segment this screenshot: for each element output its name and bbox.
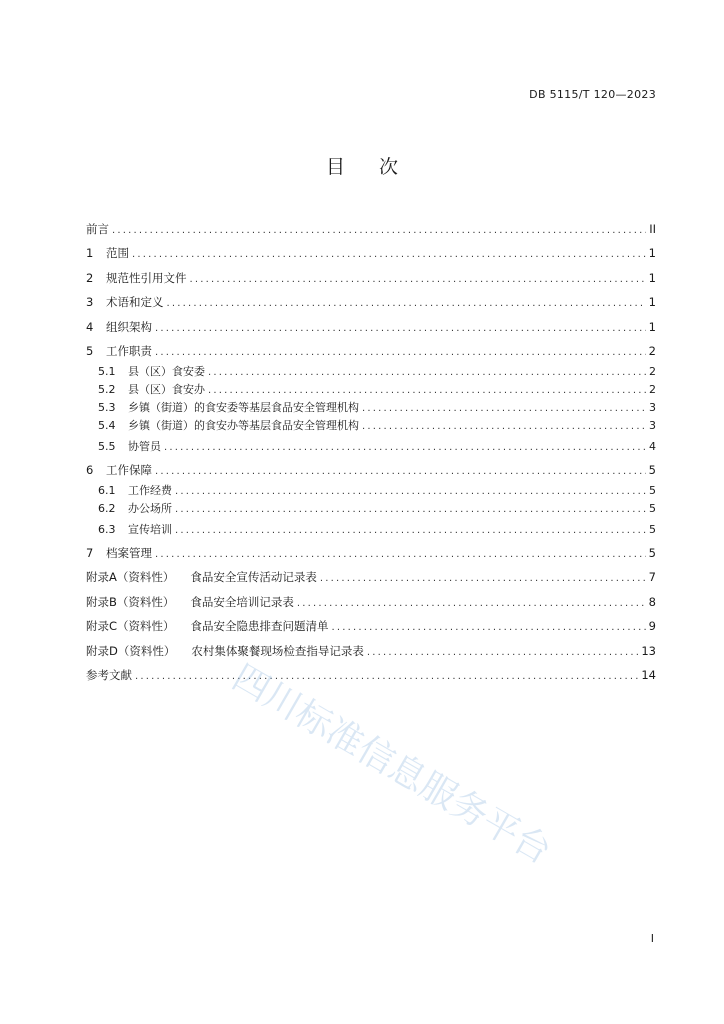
toc-entry-page: 5 xyxy=(648,546,656,561)
toc-entry[interactable] xyxy=(86,458,656,482)
toc-entry-label xyxy=(86,565,317,589)
toc-entry-page: 5 xyxy=(648,462,656,477)
toc-leader-dots xyxy=(362,418,646,436)
toc-leader-dots xyxy=(332,616,646,640)
toc-entry-title: 协管员 xyxy=(128,439,161,453)
toc-entry-page: 3 xyxy=(649,419,656,433)
toc-entry-label xyxy=(86,541,152,565)
toc-entry-number: 5.1 xyxy=(98,365,116,379)
toc-entry-title: 前言 xyxy=(86,222,109,236)
toc-leader-dots xyxy=(175,483,646,501)
toc-entry-page: 1 xyxy=(648,319,656,334)
toc-entry-page: 1 xyxy=(648,270,656,285)
toc-leader-dots xyxy=(175,519,646,542)
toc-entry[interactable] xyxy=(86,381,656,399)
toc-entry-title: 工作经费 xyxy=(128,484,172,498)
toc-entry[interactable] xyxy=(86,482,656,500)
toc-entry-page: 13 xyxy=(641,643,656,658)
toc-entry-label xyxy=(86,590,294,614)
toc-entry[interactable] xyxy=(86,565,656,589)
toc-entry-title: 范围 xyxy=(106,246,129,261)
toc-leader-dots xyxy=(297,592,646,616)
toc-entry-number: 附录D（资料性） xyxy=(86,643,176,658)
title-part-1: 目 xyxy=(325,156,345,178)
toc-entry-number: 6.1 xyxy=(98,484,116,498)
toc-entry-title: 乡镇（街道）的食安委等基层食品安全管理机构 xyxy=(128,401,359,415)
toc-leader-dots xyxy=(367,641,639,665)
toc-entry-number: 7 xyxy=(86,546,94,561)
toc-entry[interactable] xyxy=(86,541,656,565)
toc-entry-page: 1 xyxy=(648,295,656,310)
toc-entry-number: 附录A（资料性） xyxy=(86,570,175,585)
toc-entry-page: 9 xyxy=(648,619,656,634)
toc-entry-number: 6 xyxy=(86,462,94,477)
toc-entry-title: 参考文献 xyxy=(86,668,132,683)
toc-entry-label xyxy=(86,315,152,339)
toc-leader-dots xyxy=(167,292,646,316)
toc-entry[interactable] xyxy=(86,266,656,290)
toc-entry[interactable] xyxy=(86,217,656,241)
toc-leader-dots xyxy=(190,268,646,292)
toc-entry-title: 食品安全宣传活动记录表 xyxy=(190,570,317,585)
toc-entry[interactable] xyxy=(86,241,656,265)
toc-entry-page: 2 xyxy=(648,343,656,358)
toc-entry-title: 食品安全隐患排查问题清单 xyxy=(190,619,329,634)
toc-entry-number: 5 xyxy=(86,343,94,358)
toc-entry-number: 5.5 xyxy=(98,439,116,453)
toc-entry-number: 4 xyxy=(86,319,94,334)
toc-entry-number: 5.3 xyxy=(98,401,116,415)
toc-leader-dots xyxy=(132,243,646,267)
toc-entry-title: 档案管理 xyxy=(106,546,152,561)
toc-entry[interactable] xyxy=(86,417,656,435)
toc-entry-number: 附录B（资料性） xyxy=(86,594,175,609)
toc-leader-dots xyxy=(164,436,646,459)
toc-entry-title: 宣传培训 xyxy=(128,523,172,537)
toc-entry[interactable] xyxy=(86,290,656,314)
table-of-contents xyxy=(86,217,656,687)
toc-entry-title: 工作保障 xyxy=(106,462,152,477)
toc-entry-number: 3 xyxy=(86,295,94,310)
toc-entry-label xyxy=(86,217,109,241)
toc-leader-dots xyxy=(155,317,646,341)
toc-entry-title: 工作职责 xyxy=(106,343,152,358)
toc-entry-label xyxy=(86,266,187,290)
toc-entry-number: 1 xyxy=(86,246,94,261)
title-part-2: 次 xyxy=(379,156,399,178)
toc-entry-label xyxy=(98,482,172,500)
toc-entry[interactable] xyxy=(86,639,656,663)
toc-entry-page: 7 xyxy=(648,570,656,585)
toc-entry-page: 14 xyxy=(641,668,656,683)
toc-entry[interactable] xyxy=(86,663,656,687)
toc-entry-number: 5.2 xyxy=(98,383,116,397)
toc-entry-title: 组织架构 xyxy=(106,319,152,334)
page-title xyxy=(0,152,724,179)
toc-entry-title: 乡镇（街道）的食安办等基层食品安全管理机构 xyxy=(128,419,359,433)
toc-entry-number: 6.2 xyxy=(98,502,116,516)
toc-entry-label xyxy=(86,241,129,265)
toc-entry-label xyxy=(98,518,172,541)
toc-entry-label xyxy=(86,458,152,482)
toc-leader-dots xyxy=(155,543,646,567)
toc-leader-dots xyxy=(175,501,646,519)
toc-entry-number: 2 xyxy=(86,270,94,285)
toc-entry[interactable] xyxy=(86,339,656,363)
toc-entry-page: II xyxy=(649,222,656,236)
toc-entry[interactable] xyxy=(86,614,656,638)
toc-leader-dots xyxy=(155,460,646,484)
page-number: I xyxy=(650,932,654,945)
toc-entry-page: 3 xyxy=(649,401,656,415)
toc-leader-dots xyxy=(135,665,638,689)
toc-entry-page: 2 xyxy=(649,383,656,397)
toc-entry-number: 附录C（资料性） xyxy=(86,619,175,634)
toc-entry[interactable] xyxy=(86,435,656,458)
toc-entry-label xyxy=(86,614,329,638)
toc-entry-title: 办公场所 xyxy=(128,502,172,516)
toc-entry-title: 农村集体聚餐现场检查指导记录表 xyxy=(191,643,364,658)
toc-leader-dots xyxy=(208,382,646,400)
toc-entry-page: 4 xyxy=(649,439,656,453)
toc-entry[interactable] xyxy=(86,399,656,417)
toc-entry-page: 5 xyxy=(649,502,656,516)
toc-entry-label xyxy=(98,500,172,518)
toc-entry-page: 2 xyxy=(649,365,656,379)
toc-entry-page: 1 xyxy=(648,246,656,261)
toc-leader-dots xyxy=(112,219,646,243)
toc-entry-label xyxy=(86,290,164,314)
toc-entry-label xyxy=(98,363,205,381)
toc-entry[interactable] xyxy=(86,500,656,518)
toc-entry-page: 5 xyxy=(649,523,656,537)
toc-entry-label xyxy=(98,435,161,458)
toc-leader-dots xyxy=(155,341,646,365)
toc-entry-number: 5.4 xyxy=(98,419,116,433)
document-code: DB 5115/T 120—2023 xyxy=(529,88,656,101)
toc-entry-label xyxy=(86,663,132,687)
toc-entry-label xyxy=(98,381,205,399)
toc-entry-label xyxy=(86,339,152,363)
toc-entry[interactable] xyxy=(86,363,656,381)
toc-entry-label xyxy=(86,639,364,663)
toc-leader-dots xyxy=(320,567,646,591)
toc-entry-title: 县（区）食安办 xyxy=(128,383,205,397)
toc-entry[interactable] xyxy=(86,518,656,541)
toc-entry-title: 规范性引用文件 xyxy=(106,270,187,285)
toc-entry-title: 县（区）食安委 xyxy=(128,365,205,379)
toc-entry[interactable] xyxy=(86,315,656,339)
toc-entry-label xyxy=(98,399,359,417)
toc-entry-title: 术语和定义 xyxy=(106,295,164,310)
toc-entry-number: 6.3 xyxy=(98,523,116,537)
toc-leader-dots xyxy=(362,400,646,418)
toc-entry-page: 8 xyxy=(648,594,656,609)
toc-entry-label xyxy=(98,417,359,435)
toc-entry-title: 食品安全培训记录表 xyxy=(190,594,294,609)
toc-entry-page: 5 xyxy=(649,484,656,498)
watermark: 四川标准信息服务平台 xyxy=(225,656,558,873)
toc-entry[interactable] xyxy=(86,590,656,614)
toc-leader-dots xyxy=(208,364,646,382)
